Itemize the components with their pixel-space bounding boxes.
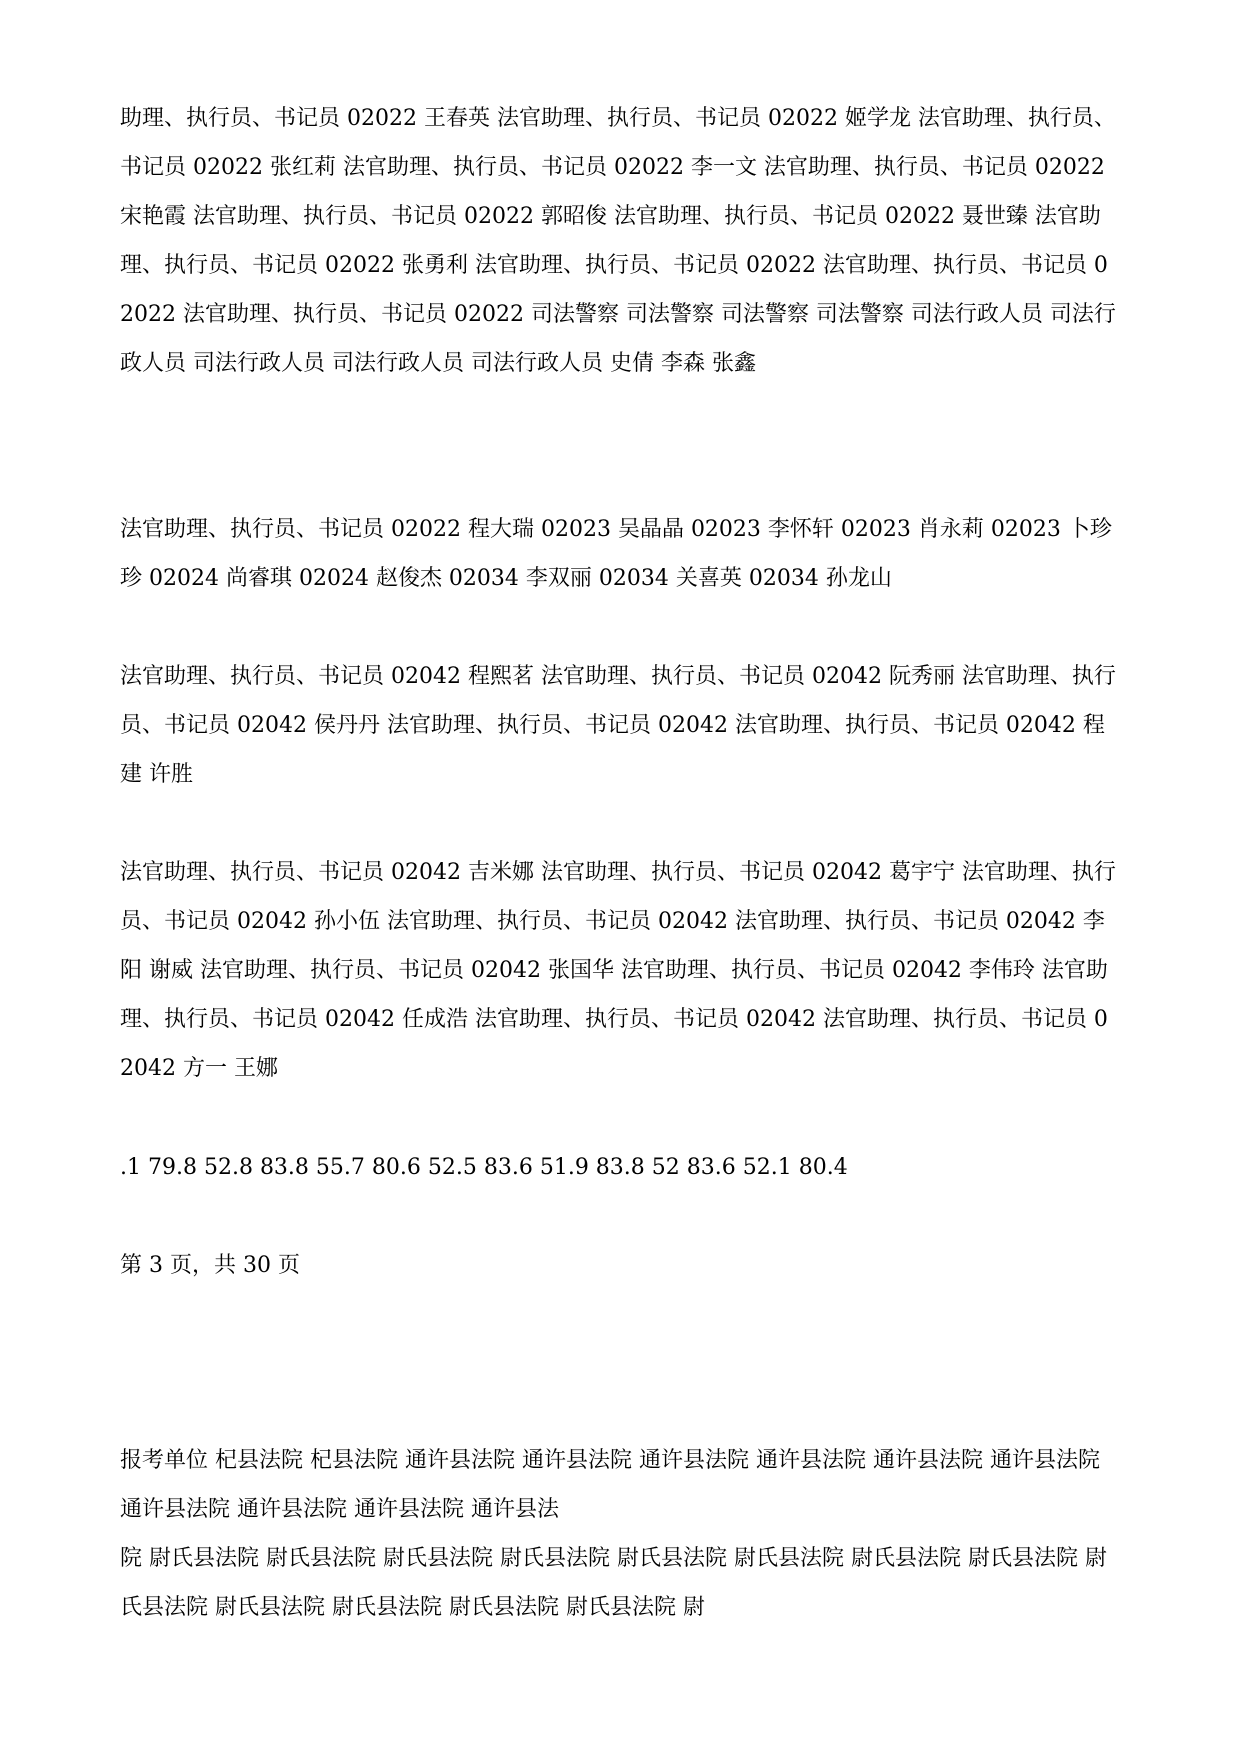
paragraph-positions-names-2: 法官助理、执行员、书记员 02022 程大瑞 02023 吴晶晶 02023 李怀轩 02023 肖永莉 02023 卜珍珍 02024 尚睿琪 02024 赵俊杰 02034 李双丽 02034 关喜英 02034 孙龙山 bbox=[120, 517, 1112, 591]
paragraph-units-line-b: 院 尉氏县法院 尉氏县法院 尉氏县法院 尉氏县法院 尉氏县法院 尉氏县法院 尉氏县法院 尉氏县法院 尉氏县法院 尉氏县法院 尉氏县法院 尉氏县法院 尉氏县法院 尉 bbox=[120, 1546, 1107, 1620]
paragraph-units bbox=[120, 1436, 1120, 1632]
paragraph-positions-names-4: 法官助理、执行员、书记员 02042 吉米娜 法官助理、执行员、书记员 02042 葛宇宁 法官助理、执行员、书记员 02042 孙小伍 法官助理、执行员、书记员 02042 法官助理、执行员、书记员 02042 李阳 谢威 法官助理、执行员、书记员 02042 张国华 法官助理、执行员、书记员 02042 李伟玲 法官助理、执行员、书记员 02042 任成浩 法官助理、执行员、书记员 02042 法官助理、执行员、书记员 02042 方一 王娜 bbox=[120, 860, 1116, 1081]
page-number: 第 3 页，共 30 页 bbox=[120, 1253, 300, 1278]
paragraph-units-line-a: 报考单位 杞县法院 杞县法院 通许县法院 通许县法院 通许县法院 通许县法院 通许县法院 通许县法院 通许县法院 通许县法院 通许县法院 通许县法 bbox=[120, 1448, 1100, 1522]
paragraph-positions-names-1: 助理、执行员、书记员 02022 王春英 法官助理、执行员、书记员 02022 姬学龙 法官助理、执行员、书记员 02022 张红莉 法官助理、执行员、书记员 02022 李一文 法官助理、执行员、书记员 02022 宋艳霞 法官助理、执行员、书记员 02022 郭昭俊 法官助理、执行员、书记员 02022 聂世臻 法官助理、执行员、书记员 02022 张勇利 法官助理、执行员、书记员 02022 法官助理、执行员、书记员 02022 法官助理、执行员、书记员 02022 司法警察 司法警察 司法警察 司法警察 司法行政人员 司法行政人员 司法行政人员 司法行政人员 司法行政人员 史倩 李森 张鑫 bbox=[120, 106, 1116, 376]
paragraph-positions-names-3: 法官助理、执行员、书记员 02042 程熙茗 法官助理、执行员、书记员 02042 阮秀丽 法官助理、执行员、书记员 02042 侯丹丹 法官助理、执行员、书记员 02042 法官助理、执行员、书记员 02042 程建 许胜 bbox=[120, 664, 1116, 787]
paragraph-scores: .1 79.8 52.8 83.8 55.7 80.6 52.5 83.6 51.9 83.8 52 83.6 52.1 80.4 bbox=[120, 1155, 848, 1180]
